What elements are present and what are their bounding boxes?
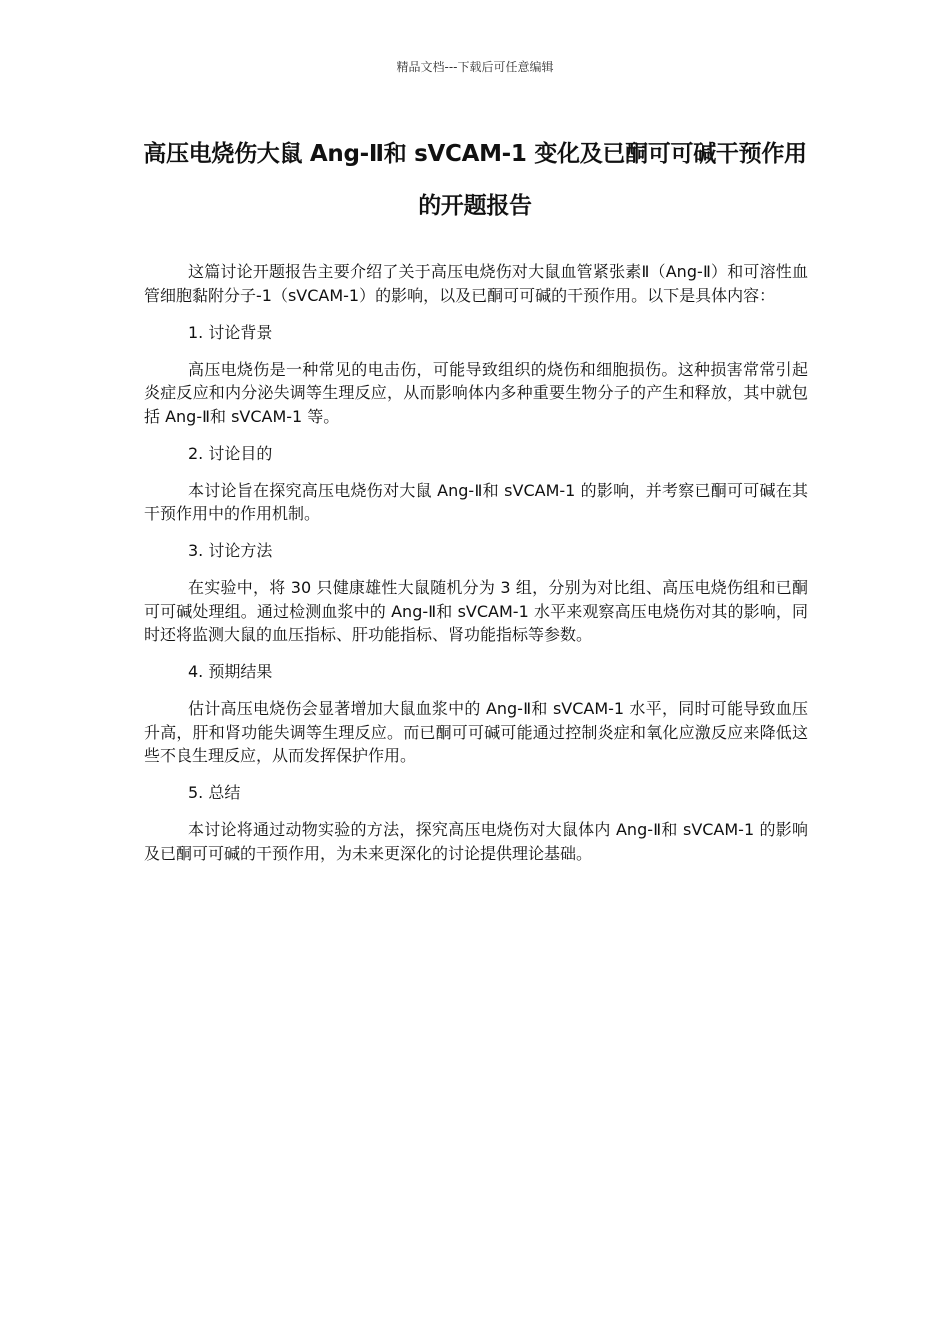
document-body <box>144 260 808 879</box>
section-body-method: 在实验中，将 30 只健康雄性大鼠随机分为 3 组，分别为对比组、高压电烧伤组和已酮可可碱处理组。通过检测血浆中的 Ang-Ⅱ和 sVCAM-1 水平来观察高压电烧伤对其的影响，同时还将监测大鼠的血压指标、肝功能指标、肾功能指标等参数。 <box>144 578 808 644</box>
section-heading-expected-results: 4. 预期结果 <box>188 662 273 681</box>
section-heading-summary: 5. 总结 <box>188 783 241 802</box>
section-body-purpose: 本讨论旨在探究高压电烧伤对大鼠 Ang-Ⅱ和 sVCAM-1 的影响，并考察已酮可可碱在其干预作用中的作用机制。 <box>144 480 808 523</box>
section-heading-method: 3. 讨论方法 <box>188 541 273 560</box>
document-title: 高压电烧伤大鼠 Ang-Ⅱ和 sVCAM-1 变化及已酮可可碱干预作用的开题报告 <box>143 141 807 219</box>
intro-paragraph: 这篇讨论开题报告主要介绍了关于高压电烧伤对大鼠血管紧张素Ⅱ（Ang-Ⅱ）和可溶性血管细胞黏附分子-1（sVCAM-1）的影响，以及已酮可可碱的干预作用。以下是具体内容： <box>144 262 808 305</box>
section-body-background: 高压电烧伤是一种常见的电击伤，可能导致组织的烧伤和细胞损伤。这种损害常常引起炎症反应和内分泌失调等生理反应，从而影响体内多种重要生物分子的产生和释放，其中就包括 Ang-Ⅱ和 sVCAM-1 等。 <box>144 359 808 426</box>
section-body-summary: 本讨论将通过动物实验的方法，探究高压电烧伤对大鼠体内 Ang-Ⅱ和 sVCAM-1 的影响及已酮可可碱的干预作用，为未来更深化的讨论提供理论基础。 <box>144 820 808 863</box>
header-note: 精品文档---下载后可任意编辑 <box>396 60 554 74</box>
section-heading-purpose: 2. 讨论目的 <box>188 443 273 463</box>
section-body-expected-results: 估计高压电烧伤会显著增加大鼠血浆中的 Ang-Ⅱ和 sVCAM-1 水平，同时可能导致血压升高，肝和肾功能失调等生理反应。而已酮可可碱可能通过控制炎症和氧化应激反应来降低这些不良生理反应，从而发挥保护作用。 <box>144 699 808 765</box>
section-heading-background: 1. 讨论背景 <box>188 322 273 342</box>
